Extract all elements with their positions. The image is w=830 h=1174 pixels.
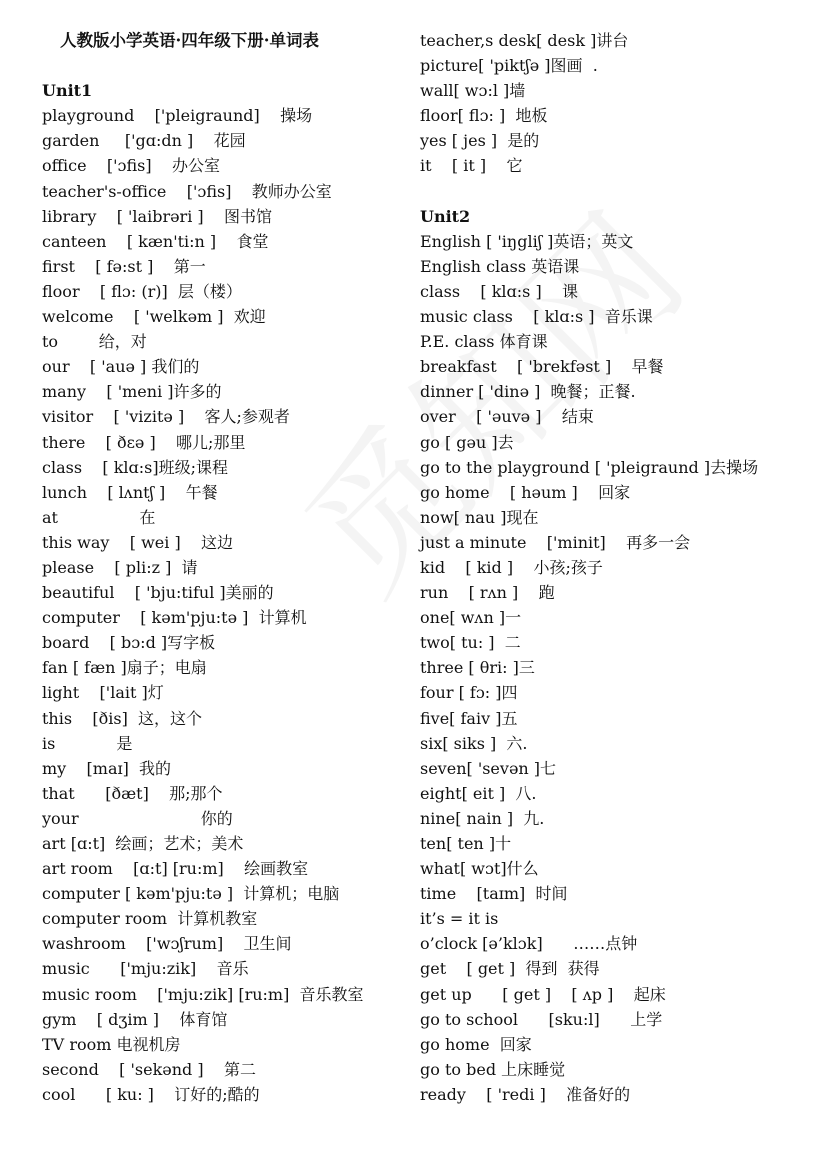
vocab-entry: welcome [ 'welkəm ] 欢迎 — [42, 307, 266, 327]
vocab-entry: visitor [ 'vizitə ] 客人;参观者 — [42, 407, 290, 427]
unit-heading: Unit2 — [420, 206, 471, 226]
left-column — [42, 28, 402, 1107]
vocab-entry: o’clock [ə’klɔk] ……点钟 — [420, 934, 638, 954]
vocab-entry: art [ɑ:t] 绘画；艺术；美术 — [42, 834, 244, 853]
vocab-entry: floor[ flɔ: ] 地板 — [420, 106, 548, 126]
vocab-entry: computer [ kəm'pju:tə ] 计算机 — [42, 608, 307, 628]
vocab-entry: kid [ kid ] 小孩;孩子 — [420, 557, 603, 577]
vocab-entry: now[ nau ]现在 — [420, 507, 539, 527]
vocab-entry: lunch [ lʌntʃ ] 午餐 — [42, 482, 218, 502]
vocab-entry: this way [ wei ] 这边 — [42, 532, 234, 552]
vocab-entry: go to school [sku:l] 上学 — [420, 1009, 663, 1029]
vocab-entry: eight[ eit ] 八. — [420, 783, 537, 803]
vocab-entry: your 你的 — [42, 808, 233, 828]
vocab-entry: is 是 — [42, 733, 133, 753]
vocab-entry: our [ 'auə ] 我们的 — [42, 357, 200, 377]
vocab-entry: it [ it ] 它 — [420, 156, 523, 176]
vocab-entry: fan [ fæn ]扇子；电扇 — [42, 658, 207, 678]
vocab-entry: dinner [ 'dinə ] 晚餐；正餐. — [420, 382, 636, 402]
vocab-entry: to 给，对 — [42, 332, 147, 352]
vocab-entry: TV room 电视机房 — [42, 1034, 181, 1054]
vocab-entry: office ['ɔfis] 办公室 — [42, 156, 220, 176]
vocab-entry: time [taɪm] 时间 — [420, 884, 568, 904]
vocab-entry: computer room 计算机教室 — [42, 909, 258, 929]
vocab-entry: music class [ klɑ:s ] 音乐课 — [420, 307, 653, 327]
vocab-entry: what[ wɔt]什么 — [420, 859, 539, 879]
vocab-entry: four [ fɔ: ]四 — [420, 683, 518, 703]
vocab-entry: that [ðæt] 那;那个 — [42, 783, 223, 803]
vocab-entry: get [ get ] 得到 获得 — [420, 959, 600, 979]
vocab-entry: ten[ ten ]十 — [420, 834, 512, 853]
vocab-entry: nine[ nain ] 九. — [420, 808, 545, 828]
vocab-entry: run [ rʌn ] 跑 — [420, 583, 555, 603]
blank-line — [420, 179, 810, 204]
vocab-entry: ready [ 'redi ] 准备好的 — [420, 1084, 631, 1104]
vocab-entry: beautiful [ 'bju:tiful ]美丽的 — [42, 583, 274, 603]
vocab-entry: library [ 'laibrəri ] 图书馆 — [42, 206, 272, 226]
vocab-entry: cool [ ku: ] 订好的;酷的 — [42, 1084, 260, 1104]
vocab-entry: playground ['pleigraund] 操场 — [42, 106, 313, 126]
vocab-entry: gym [ dʒim ] 体育馆 — [42, 1009, 228, 1029]
vocab-entry: English class 英语课 — [420, 256, 580, 276]
vocab-entry: please [ pli:z ] 请 — [42, 557, 198, 577]
vocab-entry: first [ fə:st ] 第一 — [42, 256, 206, 276]
blank-line — [42, 53, 402, 78]
vocab-entry: breakfast [ 'brekfəst ] 早餐 — [420, 357, 664, 377]
vocab-entry: class [ klɑ:s ] 课 — [420, 281, 579, 301]
vocab-entry: wall[ wɔ:l ]墙 — [420, 81, 526, 101]
vocab-entry: computer [ kəm'pju:tə ] 计算机；电脑 — [42, 884, 340, 904]
vocab-entry: yes [ jes ] 是的 — [420, 131, 540, 151]
vocab-entry: class [ klɑ:s]班级;课程 — [42, 457, 229, 477]
vocab-entry: there [ ðɛə ] 哪儿;那里 — [42, 432, 246, 452]
vocab-entry: it’s = it is — [420, 909, 499, 929]
right-column — [420, 28, 810, 1107]
vocab-entry: go home [ həum ] 回家 — [420, 482, 631, 502]
vocab-entry: many [ 'meni ]许多的 — [42, 382, 222, 402]
vocab-entry: music ['mju:zik] 音乐 — [42, 959, 249, 979]
vocab-entry: go to bed 上床睡觉 — [420, 1059, 566, 1079]
vocab-entry: picture[ 'piktʃə ]图画 . — [420, 56, 598, 76]
vocab-entry: English [ 'iŋgliʃ ]英语；英文 — [420, 231, 634, 251]
vocab-entry: one[ wʌn ]一 — [420, 608, 522, 628]
vocab-entry: two[ tu: ] 二 — [420, 633, 521, 653]
vocab-entry: teacher,s desk[ desk ]讲台 — [420, 31, 629, 50]
vocab-entry: seven[ 'sevən ]七 — [420, 758, 557, 778]
vocab-entry: music room ['mju:zik] [ru:m] 音乐教室 — [42, 984, 364, 1004]
vocab-entry: over [ 'əuvə ] 结束 — [420, 407, 594, 427]
vocab-entry: go [ gəu ]去 — [420, 432, 514, 452]
vocab-entry: teacher's-office ['ɔfis] 教师办公室 — [42, 181, 332, 201]
vocab-entry: garden ['gɑ:dn ] 花园 — [42, 131, 246, 151]
vocab-entry: board [ bɔ:d ]写字板 — [42, 633, 216, 653]
vocab-entry: P.E. class 体育课 — [420, 332, 548, 352]
vocab-entry: light ['lait ]灯 — [42, 683, 164, 703]
vocab-entry: floor [ flɔ: (r)] 层（楼） — [42, 281, 242, 301]
vocab-entry: second [ 'sekənd ] 第二 — [42, 1059, 256, 1079]
vocab-entry: go home 回家 — [420, 1034, 532, 1054]
vocab-entry: five[ faiv ]五 — [420, 708, 518, 728]
page-title: 人教版小学英语·四年级下册·单词表 — [60, 31, 319, 50]
vocab-entry: three [ θri: ]三 — [420, 658, 535, 678]
vocab-entry: get up [ get ] [ ʌp ] 起床 — [420, 984, 666, 1004]
vocab-entry: this [ðis] 这，这个 — [42, 708, 203, 728]
vocab-entry: six[ siks ] 六. — [420, 733, 528, 753]
vocab-entry: go to the playground [ 'pleigraund ]去操场 — [420, 457, 759, 477]
vocab-entry: washroom ['wɔʃrum] 卫生间 — [42, 934, 292, 954]
vocab-entry: just a minute ['minit] 再多一会 — [420, 532, 691, 552]
vocab-entry: at 在 — [42, 507, 156, 527]
vocab-entry: my [maɪ] 我的 — [42, 758, 172, 778]
vocab-entry: art room [ɑ:t] [ru:m] 绘画教室 — [42, 859, 309, 879]
vocab-entry: canteen [ kæn'ti:n ] 食堂 — [42, 231, 269, 251]
unit-heading: Unit1 — [42, 81, 93, 101]
